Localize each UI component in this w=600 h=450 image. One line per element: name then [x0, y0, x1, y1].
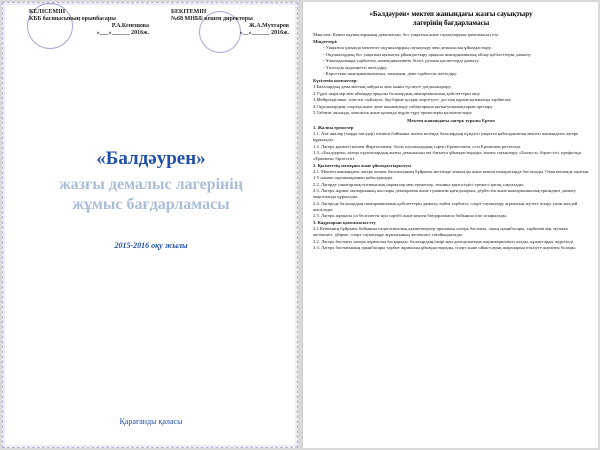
result-item: 1.Балалардың демалыстың пайдасы мен мәнін түсінуге дағдыландыру.: [313, 84, 452, 89]
paragraph: 2.5. Лагерь жұмысы ол белгілеген күн тәртібі және кешен бағдарламасы бойынша іске асырылады.: [313, 213, 508, 218]
approval-heading: БЕКІТЕМІН: [171, 9, 207, 15]
paragraph: 1.3. «Балдәурен» лагері оқушылардың жазғы демалысын екі бағытта ұйымдастырады: жазғы сауықтыру «Балауса» бірлестігі, профильді «Еркемен» бірлестігі.: [313, 150, 582, 161]
paragraph: 3.1.Кешеннің бұйрығы бойынша педагогикалық қызметкерлер арасынан лагерь бастығы, оның орынбасары, тәрбиешілер, музыка жетекшісі, үйірме, спорт-сауықтыру жұмысының жетекшісі тағайындалады.: [313, 226, 568, 237]
cover-years: 2015-2016 оқу жылы: [114, 241, 188, 250]
section-heading: 3. Кадрларын қамтамасыз ету: [313, 219, 376, 225]
approval-date: «___»______ 2016ж.: [96, 30, 149, 36]
approval-name: Ж.А.Мухтаров: [248, 23, 289, 29]
task-item: - Оқушылардың бос уақытын қызықты ұйымдастыру арқылы шығармашылық ойлау қабілеттерін дамыту;: [323, 51, 532, 57]
paragraph: 2.2. Лагерде санитарлық-гигиеналық нормалар мен ережелер, техника қауіпсіздігі ережесі қатаң сақталады.: [313, 181, 525, 187]
paragraph: 2.3. Лагерь жұмыс мазмұнының жоспары демократия және гуманизм қағидаларын, дербестік және шығармашылық еркіндікті дамыту мақсатында құрылады.: [313, 188, 577, 199]
result-item: 2.Түрлі шаралар мен ойындар арқылы балалардың шығармашылық қабілеттерін ашу.: [313, 90, 481, 96]
section-heading: 1. Жалпы ережелер: [313, 124, 354, 130]
task-item: - Үштілдік мәдениетті жетілдіру.: [323, 64, 388, 70]
paragraph: 2.1. Мектеп жанындағы лагерь кешен басшысының бұйрығы негізінде ашылады және кешен ғимаратында басталады. Оған кешенде оқитын 1-5 сынып оқушыларынан қабылданады.: [313, 169, 589, 180]
tasks-heading: Міндеттері:: [313, 38, 338, 44]
goal-text: Мақсаты: Кенен оқушыларының демалысын, бос уақытын және сауықтыруын қамтамасыз ету.: [313, 32, 500, 37]
subtitle-line-2: жұмыс бағдарламасы: [72, 196, 230, 213]
approval-block-left: [29, 9, 149, 37]
content-body: [313, 32, 589, 252]
content-header: [303, 10, 598, 28]
task-item: - Ұжымдылыққа тәрбиелеу, коммуникативтік білігі, рухани қасиеттерді дамыту.: [323, 58, 480, 63]
result-item: 5.Табиғат аясында, көпшілік және қоғамда жүріп-тұру ережелерін қалыптастыру.: [313, 110, 473, 115]
paragraph: 1.2. Лагерь қызметі кешен Жарғысымен, білім алушылардың тәртіп Ережесімен, осы Ережемен реттеледі.: [313, 143, 522, 149]
section-heading: 2. Қызметтің мазмұны және ұйымдастырылуы: [313, 162, 411, 168]
result-item: 3.Мейірімділікке, өзін-өзі сыйлауға, бір-біріне қолдау көрсетуге, достық қарым-қатынасқа тәрбиелеу.: [313, 97, 512, 102]
document-content-page: [302, 2, 598, 448]
header-line-1: «Балдәурен» мектеп жанындағы жазғы сауықтыру: [369, 10, 533, 18]
cover-subtitle: [3, 175, 298, 215]
paragraph: 1.1. Ата-аналар (заңды өкілдер) өтініші бойынша жазғы кезеңде балалардың күндізгі уақытта қабылданатын мектеп жанындағы лагерь құрылады.: [313, 131, 579, 142]
result-item: 4.Оқушылардың спортқа және дене шынықтыру сабақтарына қызығушылықтарын арттыру.: [313, 103, 494, 109]
approval-name: Р.А.Кенешова: [111, 23, 149, 29]
paragraph: 2.4. Лагерьде балалардың шығармашылық қабілеттерін дамыту, еңбек тәрбиесі, спорт-сауықтыру жұмысын жүзеге асыру үшін жағдай жасалады.: [313, 200, 578, 212]
approval-heading: КЕЛІСЕМІН: [29, 9, 66, 15]
document-cover-page: [2, 2, 298, 448]
task-item: - Көрсеткіш шығармашылығын, танымын, дене тәрбиесін жетілдіру.: [323, 71, 458, 76]
cover-city: Қарағанды қаласы: [119, 417, 183, 426]
approval-block-right: [171, 9, 289, 37]
cover-title: «Балдәурен»: [96, 148, 206, 169]
approval-date: «__»______ 2016ж.: [239, 30, 289, 36]
results-heading: Күтілетін нәтижелер:: [313, 77, 358, 83]
task-item: - Уақытша ұжымда мектепте оқушылардың сауықтыру мен демалысын ұйымдастыру.: [323, 45, 492, 50]
paragraph: 3.2. Лагерь бастығы лагерь жұмысын басқарады, балалардың өмірі мен денсаулығына жауапкершілікті алады, құжаттарды жүргізеді.: [313, 238, 575, 244]
approval-org: №68 МНББ кешен директоры: [171, 16, 253, 22]
header-line-2: лагерінің бағдарламасы: [412, 19, 490, 27]
regulation-heading: Мектеп жанындағы лагерь туралы Ереже: [407, 118, 495, 123]
paragraph: 3.3. Лагерь бастығының орынбасары тәрбие жұмысын ұйымдастырады, спорт және ойын-сауық шараларын өткізуге жауапты болады.: [313, 245, 577, 250]
subtitle-line-1: жазғы демалыс лагерінің: [59, 176, 243, 193]
approval-org: КББ басшысының орынбасары: [29, 16, 116, 22]
